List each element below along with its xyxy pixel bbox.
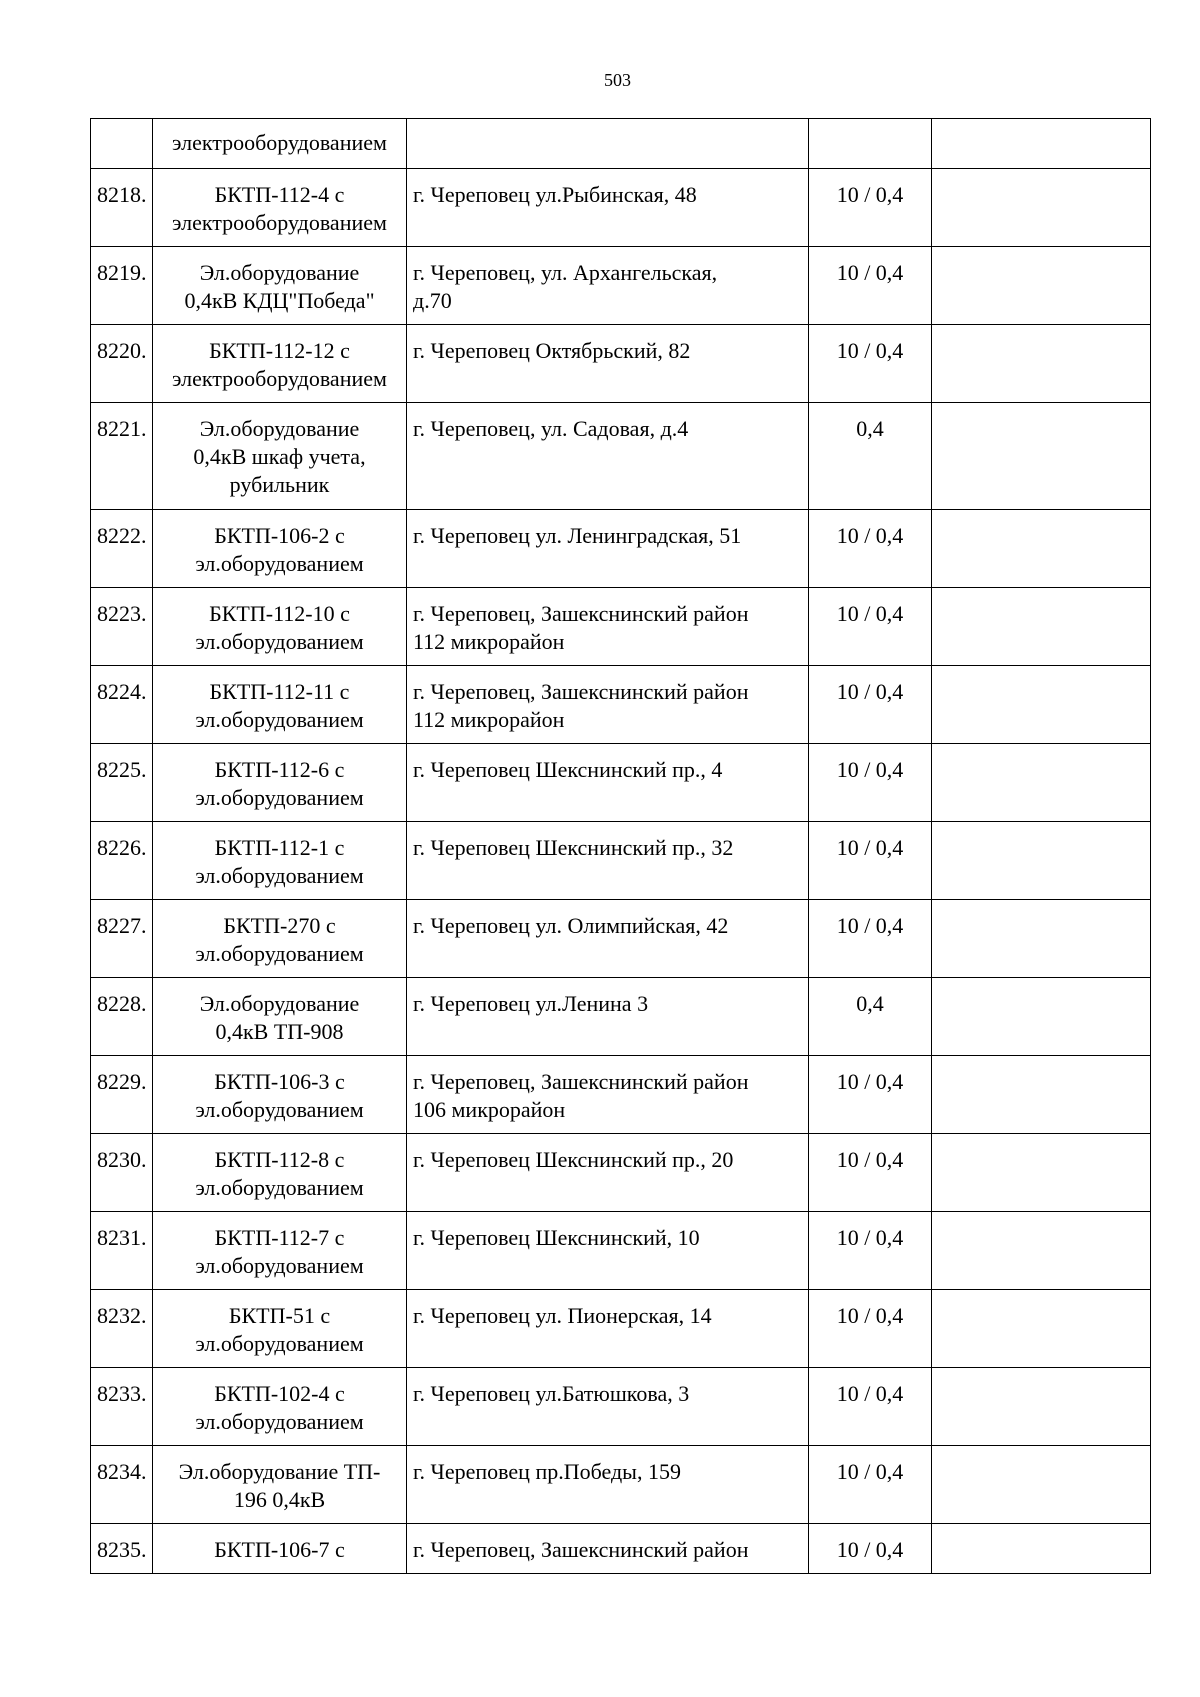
table-row bbox=[91, 1368, 1151, 1446]
object-name-line: эл.оборудованием bbox=[195, 1253, 364, 1278]
address-line: г. Череповец, Зашекснинский район bbox=[413, 601, 749, 626]
object-name-cell bbox=[153, 119, 407, 169]
object-name-line: БКТП-112-6 с bbox=[214, 757, 345, 782]
table-row bbox=[91, 1212, 1151, 1290]
object-name-line: эл.оборудованием bbox=[195, 551, 364, 576]
address-line: г. Череповец, Зашекснинский район bbox=[413, 1537, 749, 1562]
address-line: г. Череповец ул. Олимпийская, 42 bbox=[413, 913, 729, 938]
table-row bbox=[91, 1134, 1151, 1212]
object-name-line: Эл.оборудование bbox=[199, 260, 360, 285]
table-row bbox=[91, 744, 1151, 822]
empty-cell bbox=[932, 1524, 1151, 1574]
voltage-cell: 10 / 0,4 bbox=[809, 1368, 932, 1446]
address-line: г. Череповец Октябрьский, 82 bbox=[413, 338, 691, 363]
object-name-line: БКТП-106-2 с bbox=[214, 523, 345, 548]
voltage-cell: 10 / 0,4 bbox=[809, 247, 932, 325]
voltage-cell: 10 / 0,4 bbox=[809, 666, 932, 744]
page-number: 503 bbox=[604, 70, 631, 90]
row-number-cell: 8220. bbox=[91, 325, 153, 403]
row-number-cell: 8235. bbox=[91, 1524, 153, 1574]
object-name-cell bbox=[153, 510, 407, 588]
address-cell bbox=[407, 978, 809, 1056]
object-name-line: эл.оборудованием bbox=[195, 1331, 364, 1356]
object-name-line: 196 0,4кВ bbox=[233, 1487, 326, 1512]
address-cell bbox=[407, 1290, 809, 1368]
empty-cell bbox=[932, 978, 1151, 1056]
voltage-cell: 10 / 0,4 bbox=[809, 1212, 932, 1290]
row-number-cell: 8218. bbox=[91, 169, 153, 247]
voltage-cell: 10 / 0,4 bbox=[809, 822, 932, 900]
voltage-cell: 10 / 0,4 bbox=[809, 1134, 932, 1212]
address-cell bbox=[407, 900, 809, 978]
empty-cell bbox=[932, 247, 1151, 325]
voltage-cell: 10 / 0,4 bbox=[809, 1056, 932, 1134]
empty-cell bbox=[932, 119, 1151, 169]
address-cell bbox=[407, 822, 809, 900]
object-name-cell bbox=[153, 1056, 407, 1134]
row-number-cell: 8224. bbox=[91, 666, 153, 744]
object-name-cell bbox=[153, 169, 407, 247]
table-row bbox=[91, 822, 1151, 900]
row-number-cell: 8231. bbox=[91, 1212, 153, 1290]
address-cell bbox=[407, 403, 809, 510]
object-name-cell bbox=[153, 1368, 407, 1446]
object-name-line: Эл.оборудование bbox=[199, 416, 360, 441]
address-cell bbox=[407, 1524, 809, 1574]
object-name-cell bbox=[153, 666, 407, 744]
empty-cell bbox=[932, 1368, 1151, 1446]
row-number-cell: 8221. bbox=[91, 403, 153, 510]
voltage-cell: 10 / 0,4 bbox=[809, 510, 932, 588]
object-name-cell bbox=[153, 1134, 407, 1212]
empty-cell bbox=[932, 822, 1151, 900]
row-number-cell bbox=[91, 119, 153, 169]
object-name-cell bbox=[153, 822, 407, 900]
row-number-cell: 8229. bbox=[91, 1056, 153, 1134]
table-row bbox=[91, 900, 1151, 978]
object-name-line: БКТП-112-7 с bbox=[214, 1225, 345, 1250]
address-line: 106 микрорайон bbox=[413, 1097, 566, 1122]
empty-cell bbox=[932, 588, 1151, 666]
object-name-line: электрооборудованием bbox=[172, 130, 387, 155]
address-cell bbox=[407, 1134, 809, 1212]
voltage-cell: 10 / 0,4 bbox=[809, 169, 932, 247]
object-name-line: БКТП-112-11 с bbox=[209, 679, 350, 704]
table-row bbox=[91, 510, 1151, 588]
address-cell bbox=[407, 744, 809, 822]
table-row bbox=[91, 1290, 1151, 1368]
address-cell bbox=[407, 247, 809, 325]
registry-table-body bbox=[91, 119, 1151, 1574]
voltage-cell: 10 / 0,4 bbox=[809, 1524, 932, 1574]
address-line: 112 микрорайон bbox=[413, 629, 565, 654]
address-line: г. Череповец, Зашекснинский район bbox=[413, 679, 749, 704]
object-name-line: БКТП-112-4 с bbox=[214, 182, 345, 207]
row-number-cell: 8222. bbox=[91, 510, 153, 588]
object-name-cell bbox=[153, 1446, 407, 1524]
address-cell bbox=[407, 1446, 809, 1524]
object-name-line: 0,4кВ КДЦ"Победа" bbox=[184, 288, 375, 313]
table-row bbox=[91, 1446, 1151, 1524]
object-name-line: электрооборудованием bbox=[172, 210, 387, 235]
address-line: г. Череповец Шекснинский пр., 4 bbox=[413, 757, 723, 782]
object-name-line: БКТП-112-1 с bbox=[214, 835, 345, 860]
address-line: г. Череповец, ул. Садовая, д.4 bbox=[413, 416, 689, 441]
object-name-cell bbox=[153, 900, 407, 978]
registry-table bbox=[90, 118, 1151, 1574]
address-line: г. Череповец ул.Ленина 3 bbox=[413, 991, 649, 1016]
object-name-line: эл.оборудованием bbox=[195, 941, 364, 966]
address-line: г. Череповец ул.Рыбинская, 48 bbox=[413, 182, 697, 207]
address-line: г. Череповец ул. Ленинградская, 51 bbox=[413, 523, 742, 548]
table-row bbox=[91, 325, 1151, 403]
object-name-line: Эл.оборудование bbox=[199, 991, 360, 1016]
object-name-line: эл.оборудованием bbox=[195, 1097, 364, 1122]
address-line: г. Череповец, Зашекснинский район bbox=[413, 1069, 749, 1094]
table-row bbox=[91, 169, 1151, 247]
row-number-cell: 8225. bbox=[91, 744, 153, 822]
address-cell bbox=[407, 666, 809, 744]
address-line: г. Череповец Шекснинский пр., 20 bbox=[413, 1147, 734, 1172]
object-name-line: БКТП-112-10 с bbox=[209, 601, 350, 626]
row-number-cell: 8228. bbox=[91, 978, 153, 1056]
voltage-cell: 10 / 0,4 bbox=[809, 744, 932, 822]
table-row bbox=[91, 247, 1151, 325]
table-row bbox=[91, 1056, 1151, 1134]
row-number-cell: 8234. bbox=[91, 1446, 153, 1524]
object-name-line: БКТП-106-3 с bbox=[214, 1069, 345, 1094]
voltage-cell: 10 / 0,4 bbox=[809, 900, 932, 978]
object-name-line: эл.оборудованием bbox=[195, 785, 364, 810]
continuation-row bbox=[91, 119, 1151, 169]
empty-cell bbox=[932, 900, 1151, 978]
object-name-line: электрооборудованием bbox=[172, 366, 387, 391]
object-name-line: эл.оборудованием bbox=[195, 707, 364, 732]
object-name-line: 0,4кВ ТП-908 bbox=[215, 1019, 344, 1044]
address-line: г. Череповец, ул. Архангельская, bbox=[413, 260, 718, 285]
empty-cell bbox=[932, 1446, 1151, 1524]
address-cell bbox=[407, 119, 809, 169]
object-name-cell bbox=[153, 978, 407, 1056]
table-row bbox=[91, 666, 1151, 744]
address-cell bbox=[407, 325, 809, 403]
empty-cell bbox=[932, 744, 1151, 822]
empty-cell bbox=[932, 510, 1151, 588]
voltage-cell: 0,4 bbox=[809, 978, 932, 1056]
address-line: г. Череповец Шекснинский пр., 32 bbox=[413, 835, 734, 860]
table-row bbox=[91, 978, 1151, 1056]
address-line: г. Череповец ул.Батюшкова, 3 bbox=[413, 1381, 690, 1406]
empty-cell bbox=[932, 1134, 1151, 1212]
address-cell bbox=[407, 588, 809, 666]
voltage-cell: 10 / 0,4 bbox=[809, 1446, 932, 1524]
object-name-line: БКТП-51 с bbox=[228, 1303, 331, 1328]
row-number-cell: 8219. bbox=[91, 247, 153, 325]
address-line: д.70 bbox=[413, 288, 452, 313]
voltage-cell: 0,4 bbox=[809, 403, 932, 510]
object-name-line: эл.оборудованием bbox=[195, 1409, 364, 1434]
object-name-cell bbox=[153, 403, 407, 510]
empty-cell bbox=[932, 1056, 1151, 1134]
voltage-cell: 10 / 0,4 bbox=[809, 325, 932, 403]
object-name-cell bbox=[153, 1290, 407, 1368]
row-number-cell: 8233. bbox=[91, 1368, 153, 1446]
object-name-cell bbox=[153, 1212, 407, 1290]
voltage-cell: 10 / 0,4 bbox=[809, 588, 932, 666]
address-cell bbox=[407, 1212, 809, 1290]
object-name-cell bbox=[153, 744, 407, 822]
address-cell bbox=[407, 510, 809, 588]
address-line: 112 микрорайон bbox=[413, 707, 565, 732]
table-row bbox=[91, 403, 1151, 510]
voltage-cell: 10 / 0,4 bbox=[809, 1290, 932, 1368]
empty-cell bbox=[932, 1290, 1151, 1368]
empty-cell bbox=[932, 1212, 1151, 1290]
object-name-line: 0,4кВ шкаф учета, bbox=[193, 444, 366, 469]
row-number-cell: 8227. bbox=[91, 900, 153, 978]
address-cell bbox=[407, 169, 809, 247]
empty-cell bbox=[932, 403, 1151, 510]
row-number-cell: 8226. bbox=[91, 822, 153, 900]
row-number-cell: 8230. bbox=[91, 1134, 153, 1212]
object-name-line: эл.оборудованием bbox=[195, 629, 364, 654]
object-name-line: БКТП-270 с bbox=[223, 913, 336, 938]
object-name-line: эл.оборудованием bbox=[195, 863, 364, 888]
address-line: г. Череповец Шекснинский, 10 bbox=[413, 1225, 700, 1250]
table-row bbox=[91, 588, 1151, 666]
object-name-line: рубильник bbox=[229, 472, 330, 497]
object-name-line: БКТП-102-4 с bbox=[214, 1381, 345, 1406]
table-row bbox=[91, 1524, 1151, 1574]
object-name-line: эл.оборудованием bbox=[195, 1175, 364, 1200]
object-name-cell bbox=[153, 1524, 407, 1574]
empty-cell bbox=[932, 666, 1151, 744]
object-name-cell bbox=[153, 588, 407, 666]
address-cell bbox=[407, 1056, 809, 1134]
empty-cell bbox=[932, 325, 1151, 403]
address-cell bbox=[407, 1368, 809, 1446]
empty-cell bbox=[932, 169, 1151, 247]
object-name-line: БКТП-112-12 с bbox=[209, 338, 350, 363]
address-line: г. Череповец пр.Победы, 159 bbox=[413, 1459, 681, 1484]
object-name-line: БКТП-106-7 с bbox=[214, 1537, 345, 1562]
object-name-line: Эл.оборудование ТП- bbox=[178, 1459, 381, 1484]
voltage-cell bbox=[809, 119, 932, 169]
object-name-line: БКТП-112-8 с bbox=[214, 1147, 345, 1172]
address-line: г. Череповец ул. Пионерская, 14 bbox=[413, 1303, 712, 1328]
object-name-cell bbox=[153, 247, 407, 325]
row-number-cell: 8232. bbox=[91, 1290, 153, 1368]
row-number-cell: 8223. bbox=[91, 588, 153, 666]
object-name-cell bbox=[153, 325, 407, 403]
